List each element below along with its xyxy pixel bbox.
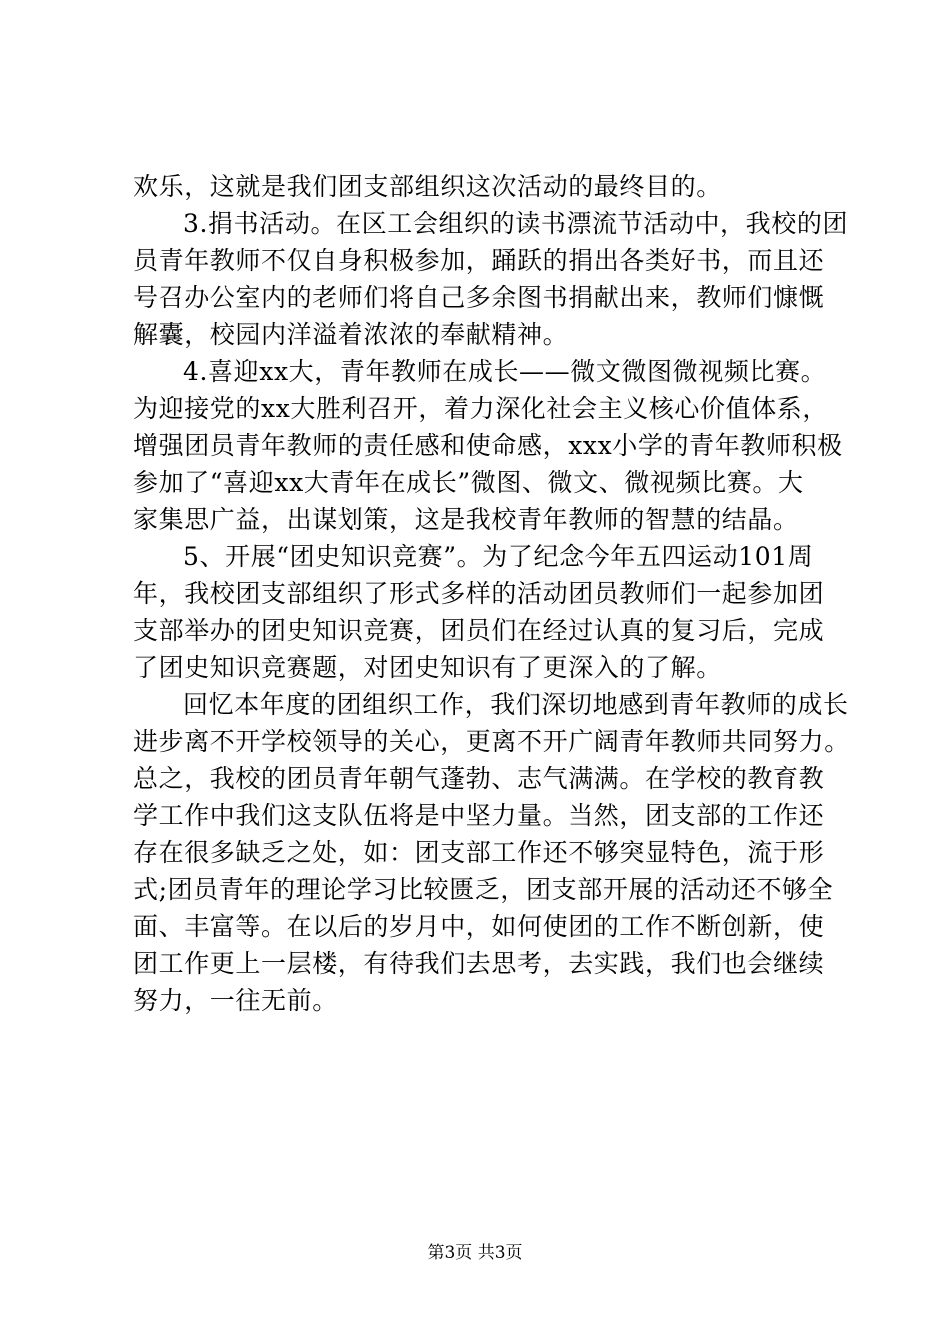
text-line: 年，我校团支部组织了形式多样的活动团员教师们一起参加团 [133, 579, 825, 608]
document-body [133, 168, 850, 1019]
text-line: 增强团员青年教师的责任感和使命感，xxx小学的青年教师积极 [133, 431, 843, 460]
text-line: 员青年教师不仅自身积极参加，踊跃的捐出各类好书，而且还 [133, 246, 825, 275]
paragraph-5-start: 5、开展“团史知识竞赛”。为了纪念今年五四运动101周 [183, 542, 814, 571]
text-line: 努力，一往无前。 [133, 986, 338, 1015]
text-line: 式;团员青年的理论学习比较匮乏，团支部开展的活动还不够全 [133, 875, 834, 904]
text-line: 面、丰富等。在以后的岁月中，如何使团的工作不断创新，使 [133, 912, 825, 941]
text-line: 总之，我校的团员青年朝气蓬勃、志气满满。在学校的教育教 [133, 764, 825, 793]
text-line: 学工作中我们这支队伍将是中坚力量。当然，团支部的工作还 [133, 801, 825, 830]
text-line: 参加了“喜迎xx大青年在成长”微图、微文、微视频比赛。大 [133, 468, 804, 497]
paragraph-3-start: 3.捐书活动。在区工会组织的读书漂流节活动中，我校的团 [183, 209, 849, 238]
text-line: 进步离不开学校领导的关心，更离不开广阔青年教师共同努力。 [133, 727, 850, 756]
text-line: 为迎接党的xx大胜利召开，着力深化社会主义核心价值体系， [133, 394, 829, 423]
text-line: 号召办公室内的老师们将自己多余图书捐献出来，教师们慷慨 [133, 283, 825, 312]
text-line: 了团史知识竞赛题，对团史知识有了更深入的了解。 [133, 653, 722, 682]
text-line: 存在很多缺乏之处，如：团支部工作还不够突显特色，流于形 [133, 838, 825, 867]
text-line: 团工作更上一层楼，有待我们去思考，去实践，我们也会继续 [133, 949, 825, 978]
text-line: 支部举办的团史知识竞赛，团员们在经过认真的复习后，完成 [133, 616, 825, 645]
summary-paragraph-start: 回忆本年度的团组织工作，我们深切地感到青年教师的成长 [183, 690, 849, 719]
paragraph-4-start: 4.喜迎xx大，青年教师在成长——微文微图微视频比赛。 [183, 357, 827, 386]
text-line: 解囊，校园内洋溢着浓浓的奉献精神。 [133, 320, 569, 349]
text-line: 欢乐，这就是我们团支部组织这次活动的最终目的。 [133, 172, 722, 201]
page-number-footer: 第3页 共3页 [427, 1243, 523, 1263]
text-line: 家集思广益，出谋划策，这是我校青年教师的智慧的结晶。 [133, 505, 799, 534]
